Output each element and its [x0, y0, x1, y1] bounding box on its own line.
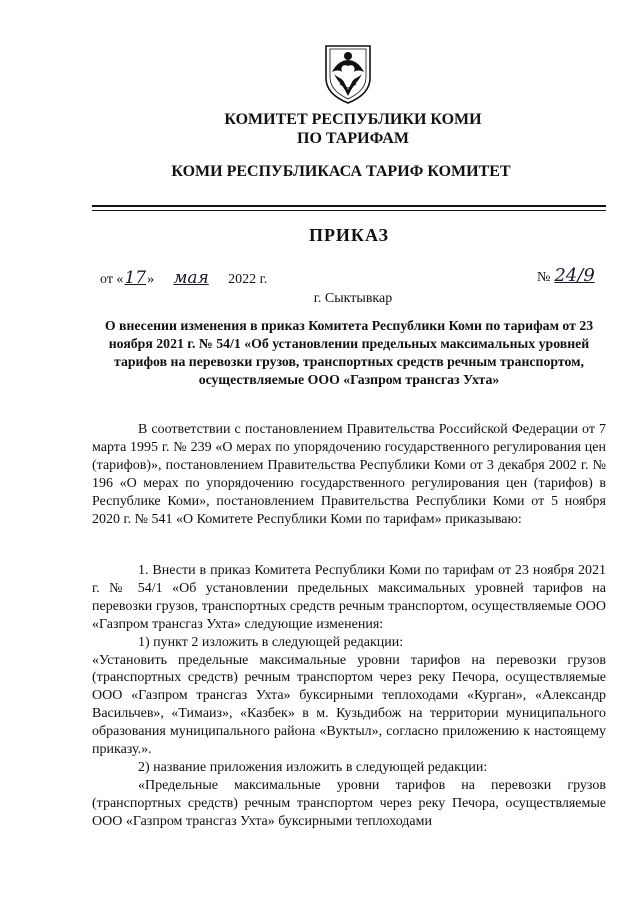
document-type-title: ПРИКАЗ [308, 225, 390, 245]
document-date [100, 268, 267, 288]
org-name-komi: КОМИ РЕСПУБЛИКАСА ТАРИФ КОМИТЕТ [171, 163, 511, 180]
number-handwritten: 24/9 [554, 265, 595, 286]
date-prefix: от « [100, 272, 124, 287]
item-1-paragraph: 1. Внести в приказ Комитета Республики Коми по тарифам от 23 ноября 2021 г. № 54/1 «Об установлении предельных максимальных уровней тарифов на перевозки грузов, транспортных средств речным транспортом, осуществляемые ООО «Газпром трансгаз Ухта» следующие изменения: [92, 563, 606, 632]
document-subject: О внесении изменения в приказ Комитета Республики Коми по тарифам от 23 ноября 2021 г. № 54/1 «Об установлении предельных максимальных уровней тарифов на перевозки грузов, транспортных средств речным транспортом, осуществляемые ООО «Газпром трансгаз Ухта» [104, 318, 594, 387]
quote-2-paragraph: «Предельные максимальные уровни тарифов на перевозки грузов (транспортных средств) речным транспортом через реку Печора, осуществляемые ООО «Газпром трансгаз Ухта» буксирными теплоходами [92, 777, 606, 829]
subitem-2-paragraph: 2) название приложения изложить в следующей редакции: [138, 759, 488, 775]
org-name-line-1: КОМИТЕТ РЕСПУБЛИКИ КОМИ [224, 111, 482, 128]
date-day-handwritten: 17 [124, 268, 147, 288]
org-name-russian [0, 110, 640, 148]
document-city: г. Сыктывкар [313, 291, 393, 306]
quote-1-paragraph: «Установить предельные максимальные уровни тарифов на перевозки грузов (транспортных средств) речным транспортом через реку Печора, осуществляемые ООО «Газпром трансгаз Ухта» буксирными теплоходами «Курган», «Александр Васильчев», «Тимаиз», «Казбек» в м. Кузьдибож на территории муниципального образования муниципального района «Вуктыл», согласно приложению к настоящему приказу.». [92, 652, 606, 758]
preamble-paragraph: В соответствии с постановлением Правительства Российской Федерации от 7 марта 1995 г. № 239 «О мерах по упорядочению государственного регулирования цен (тарифов)», постановлением Правительства Республики Коми от 3 декабря 2002 г. № 196 «О мерах по упорядочению государственного регулирования цен (тарифов) в Республике Коми», постановлением Правительства Республики Коми от 5 ноября 2020 г. № 541 «О Комитете Республики Коми по тарифам» приказываю: [92, 422, 606, 527]
subitem-1-paragraph: 1) пункт 2 изложить в следующей редакции: [138, 634, 404, 650]
komi-emblem-icon [322, 44, 374, 104]
header-divider-thin [92, 210, 606, 211]
date-separator: » [147, 272, 155, 287]
header-divider-thick [92, 205, 606, 207]
org-name-line-2: ПО ТАРИФАМ [297, 130, 409, 147]
document-number [537, 265, 595, 286]
order-items-section [92, 562, 606, 831]
number-prefix: № [537, 270, 551, 285]
preamble-section [92, 421, 606, 528]
date-month-handwritten: мая [173, 268, 209, 288]
date-year: 2022 г. [228, 272, 268, 287]
